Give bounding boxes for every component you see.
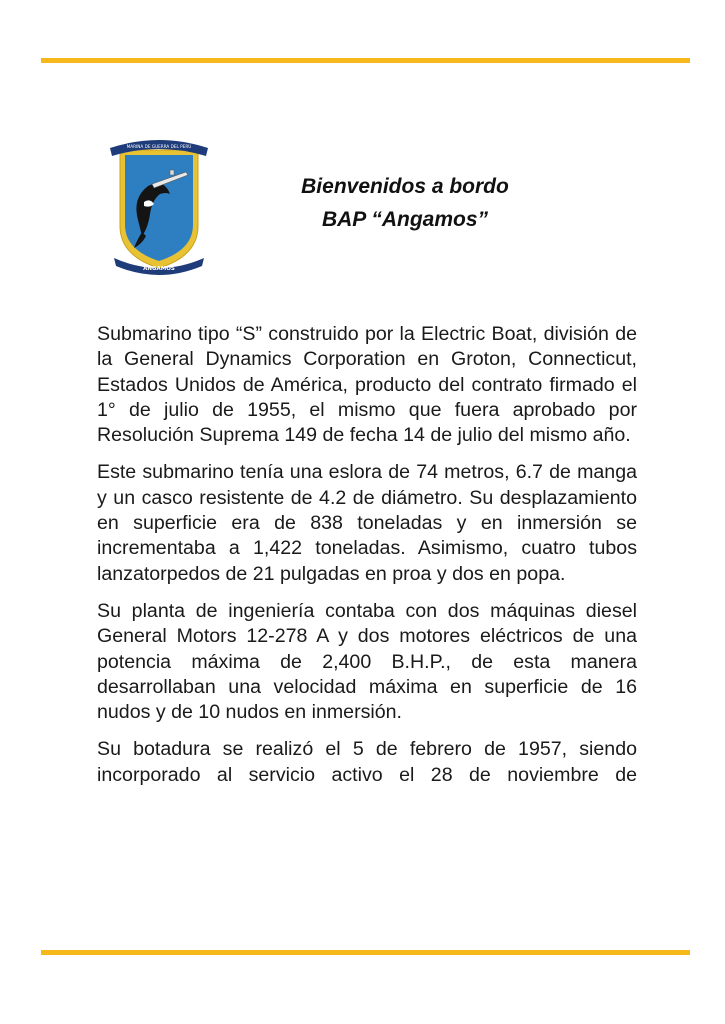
bottom-accent-rule [41, 950, 690, 955]
svg-text:ANGAMOS: ANGAMOS [143, 266, 175, 272]
paragraph-launch: Su botadura se realizó el 5 de febrero de 1957, siendo incorporado al servicio activo el 28 de noviembre de [97, 738, 637, 786]
history-text [97, 322, 637, 800]
svg-text:MARINA DE GUERRA DEL PERÚ: MARINA DE GUERRA DEL PERÚ [126, 144, 192, 149]
paragraph-engineering: Su planta de ingeniería contaba con dos máquinas diesel General Motors 12-278 A y dos motores eléctricos de una potencia máxima de 2,400 B.H.P., de esta manera desarrollaban una velocidad máxima en superficie de 16 nudos y de 10 nudos en inmersión. [97, 599, 637, 724]
top-accent-rule [41, 58, 690, 63]
paragraph-construction: Submarino tipo “S” construido por la Electric Boat, división de la General Dynamics Corporation en Groton, Connecticut, Estados Unidos de América, producto del contrato firmado el 1° de julio de 1955, el mismo que fuera aprobado por Resolución Suprema 149 de fecha 14 de julio del mismo año. [97, 323, 637, 447]
angamos-crest-logo [108, 128, 210, 276]
welcome-title-block [240, 170, 570, 236]
paragraph-dimensions: Este submarino tenía una eslora de 74 metros, 6.7 de manga y un casco resistente de 4.2 de diámetro. Su desplazamiento en superficie era de 838 toneladas y en inmersión se incrementaba a 1,422 toneladas. Asimismo, cuatro tubos lanzatorpedos de 21 pulgadas en proa y dos en popa. [97, 461, 637, 585]
ship-name-heading: BAP “Angamos” [321, 208, 489, 231]
welcome-heading: Bienvenidos a bordo [301, 175, 509, 198]
